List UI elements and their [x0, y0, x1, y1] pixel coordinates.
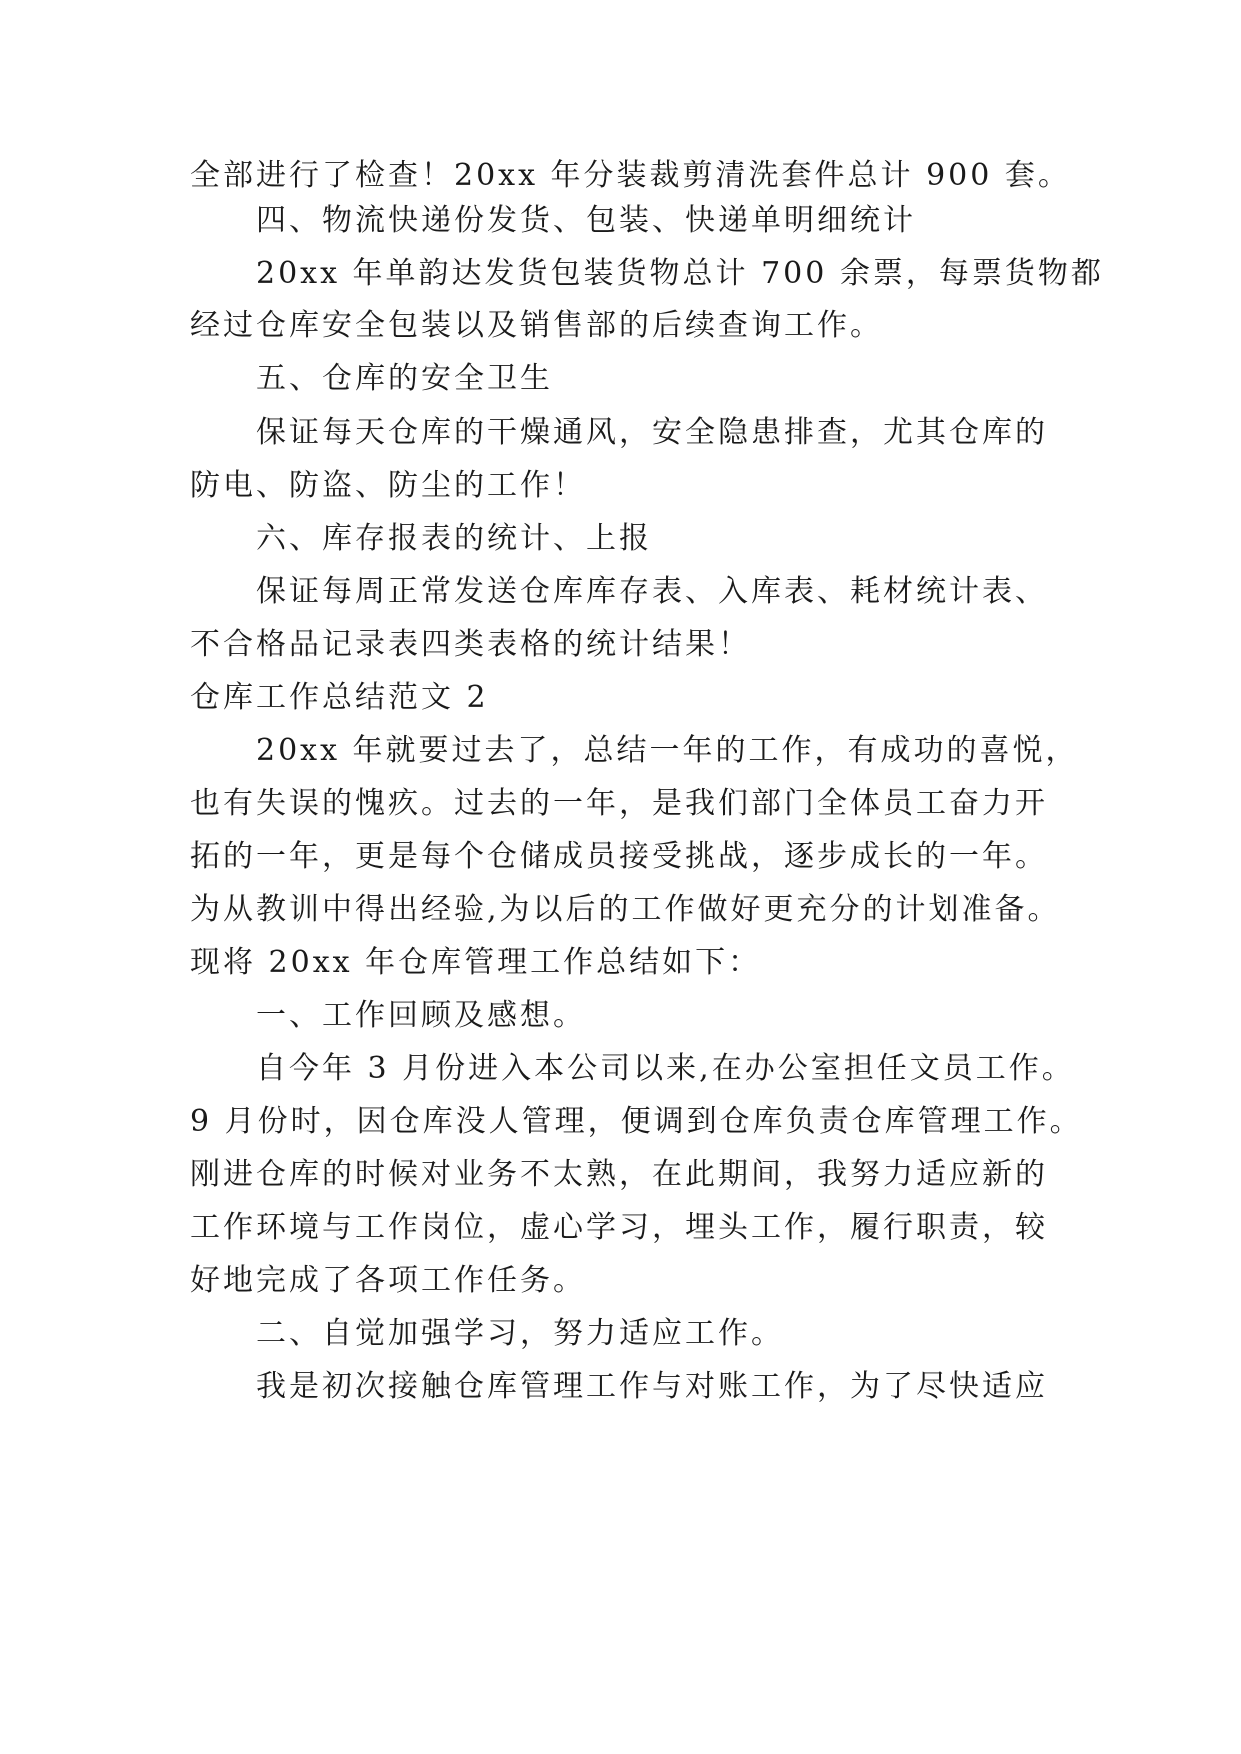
document-title: 仓库工作总结范文 2	[190, 680, 489, 715]
paragraph-line: 现将 20xx 年仓库管理工作总结如下：	[190, 945, 762, 980]
paragraph-line: 经过仓库安全包装以及销售部的后续查询工作。	[190, 308, 883, 343]
paragraph-line: 我是初次接触仓库管理工作与对账工作，为了尽快适应	[256, 1369, 1048, 1404]
section-heading-reports: 六、库存报表的统计、上报	[256, 521, 652, 556]
section-heading-learning: 二、自觉加强学习，努力适应工作。	[256, 1316, 784, 1351]
paragraph-line: 20xx 年单韵达发货包装货物总计 700 余票，每票货物都	[256, 256, 1104, 291]
paragraph-line: 也有失误的愧疚。过去的一年，是我们部门全体员工奋力开	[190, 786, 1048, 821]
section-heading-safety: 五、仓库的安全卫生	[256, 361, 553, 396]
paragraph-line: 保证每天仓库的干燥通风，安全隐患排查，尤其仓库的	[256, 415, 1048, 450]
section-heading-review: 一、工作回顾及感想。	[256, 998, 586, 1033]
paragraph-line: 工作环境与工作岗位，虚心学习，埋头工作，履行职责，较	[190, 1210, 1048, 1245]
paragraph-line: 防电、防盗、防尘的工作！	[190, 468, 586, 503]
paragraph-line: 20xx 年就要过去了，总结一年的工作，有成功的喜悦，	[256, 733, 1079, 768]
paragraph-line: 自今年 3 月份进入本公司以来,在办公室担任文员工作。	[256, 1051, 1075, 1086]
paragraph-line: 为从教训中得出经验,为以后的工作做好更充分的计划准备。	[190, 892, 1061, 927]
section-heading-logistics: 四、物流快递份发货、包装、快递单明细统计	[256, 203, 916, 238]
paragraph-line: 保证每周正常发送仓库库存表、入库表、耗材统计表、	[256, 574, 1048, 609]
paragraph-line: 刚进仓库的时候对业务不太熟，在此期间，我努力适应新的	[190, 1157, 1048, 1192]
paragraph-line: 9 月份时，因仓库没人管理，便调到仓库负责仓库管理工作。	[190, 1104, 1083, 1139]
paragraph-line: 拓的一年，更是每个仓储成员接受挑战，逐步成长的一年。	[190, 839, 1048, 874]
paragraph-line: 不合格品记录表四类表格的统计结果！	[190, 627, 751, 662]
paragraph-line: 全部进行了检查！20xx 年分装裁剪清洗套件总计 900 套。	[190, 158, 1071, 193]
paragraph-line: 好地完成了各项工作任务。	[190, 1263, 586, 1298]
